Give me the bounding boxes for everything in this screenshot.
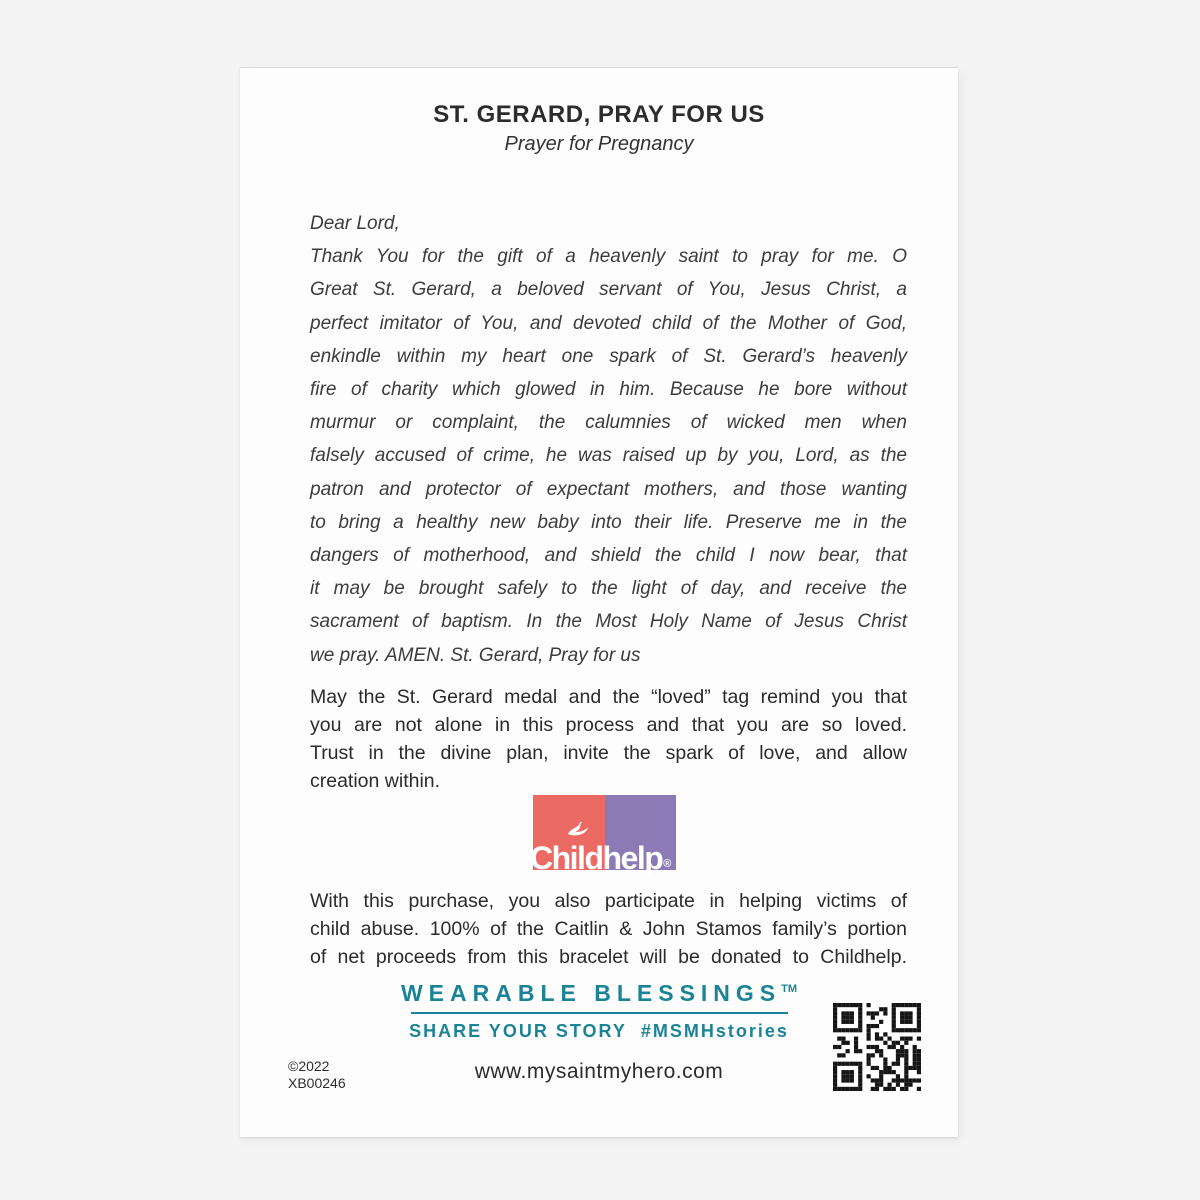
share-your-story-tagline: SHARE YOUR STORY #MSMHstories <box>409 1021 789 1041</box>
paragraph-line: of net proceeds from this bracelet will be donated to Childhelp. <box>310 946 907 968</box>
dove-icon <box>566 821 590 839</box>
wearable-blessings-title: WEARABLE BLESSINGS™ <box>400 980 798 1006</box>
paragraph-line: Trust in the divine plan, invite the spark of love, and allow <box>310 742 907 764</box>
copyright-year: ©2022 <box>288 1058 330 1074</box>
prayer-line: patron and protector of expectant mothers, and those wanting <box>310 478 907 500</box>
paragraph-line: With this purchase, you also participate in helping victims of <box>310 890 907 912</box>
prayer-line: dangers of motherhood, and shield the child I now bear, that <box>310 545 907 567</box>
paragraph-line: child abuse. 100% of the Caitlin & John Stamos family’s portion <box>310 918 907 940</box>
product-code: XB00246 <box>288 1075 346 1091</box>
prayer-line: enkindle within my heart one spark of St. Gerard’s heavenly <box>310 345 907 367</box>
prayer-text <box>310 207 907 672</box>
divider-rule <box>411 1012 788 1014</box>
prayer-line: it may be brought safely to the light of day, and receive the <box>310 578 907 600</box>
childhelp-logo <box>530 795 676 876</box>
registered-mark: ® <box>663 858 672 870</box>
trademark-mark: TM <box>781 983 798 995</box>
prayer-line: we pray. AMEN. St. Gerard, Pray for us <box>310 644 641 666</box>
paragraph-line: May the St. Gerard medal and the “loved” tag remind you that <box>310 686 907 708</box>
donation-paragraph <box>310 887 907 971</box>
card-title: ST. GERARD, PRAY FOR US <box>433 101 765 128</box>
paragraph-line: creation within. <box>310 770 441 792</box>
prayer-line: perfect imitator of You, and devoted child of the Mother of God, <box>310 312 907 334</box>
prayer-line: to bring a healthy new baby into their life. Preserve me in the <box>310 511 907 533</box>
prayer-line: Dear Lord, <box>310 213 400 234</box>
prayer-line: Thank You for the gift of a heavenly saint to pray for me. O <box>310 246 907 268</box>
medal-paragraph <box>310 683 907 795</box>
website-url: www.mysaintmyhero.com <box>474 1060 724 1083</box>
prayer-card <box>240 67 958 1137</box>
prayer-line: sacrament of baptism. In the Most Holy Name of Jesus Christ <box>310 611 907 633</box>
prayer-line: fire of charity which glowed in him. Because he bore without <box>310 379 907 401</box>
prayer-line: murmur or complaint, the calumnies of wicked men when <box>310 412 907 434</box>
paragraph-line: you are not alone in this process and that you are so loved. <box>310 714 907 736</box>
card-subtitle: Prayer for Pregnancy <box>504 133 694 155</box>
prayer-line: falsely accused of crime, he was raised up by you, Lord, as the <box>310 445 907 467</box>
childhelp-wordmark: Childhelp® <box>530 840 672 876</box>
prayer-line: Great St. Gerard, a beloved servant of You, Jesus Christ, a <box>310 279 907 301</box>
